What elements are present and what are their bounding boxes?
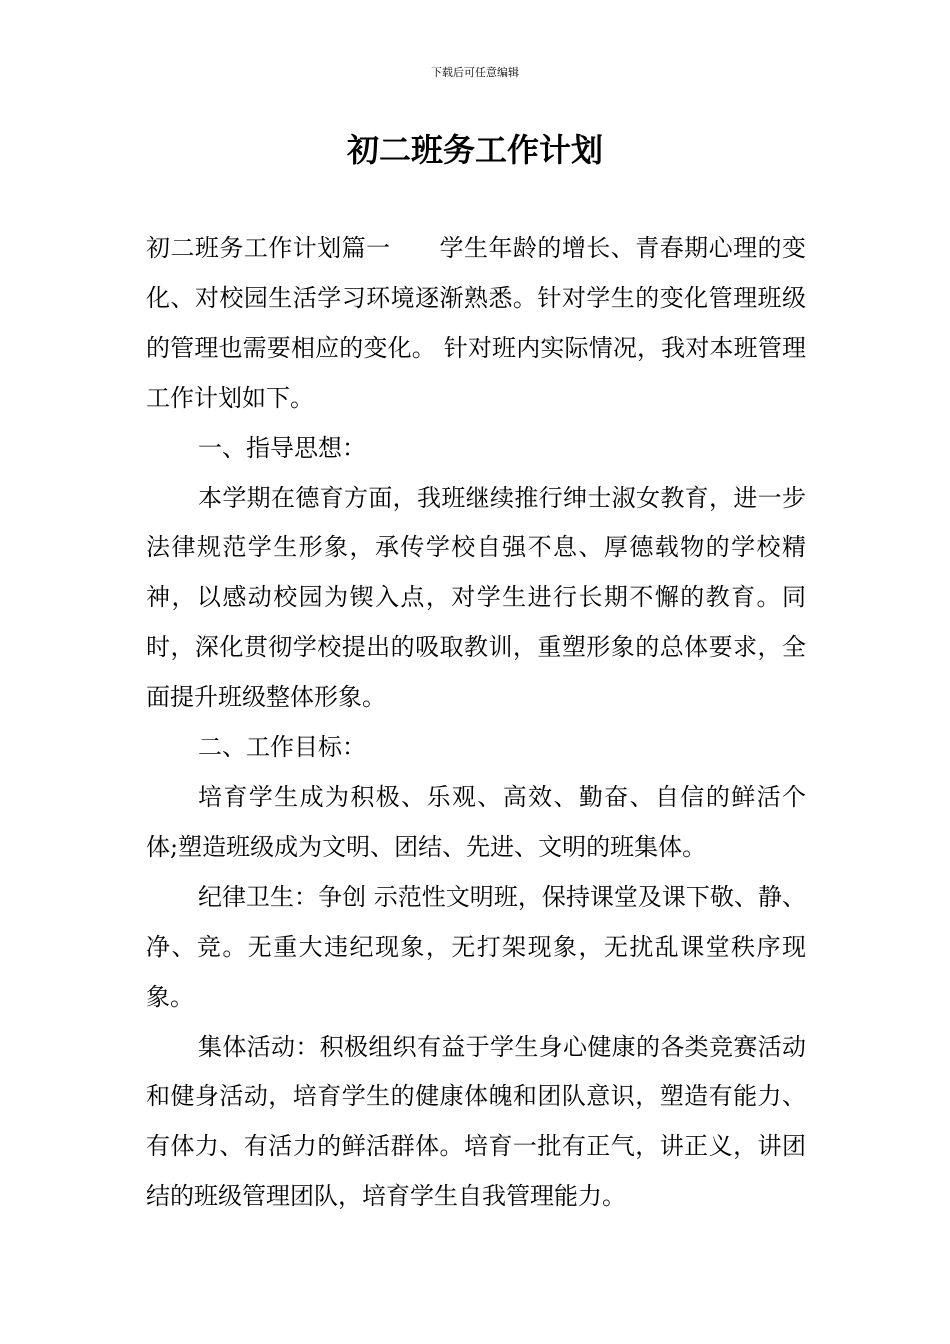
paragraph-goals: 培育学生成为积极、乐观、高效、勤奋、自信的鲜活个体;塑造班级成为文明、团结、先进、文明的班集体。: [146, 782, 806, 861]
document-body: [146, 224, 806, 1222]
section-heading-guiding-thought: 一、指导思想：: [198, 433, 366, 462]
paragraph-discipline-hygiene: 纪律卫生：争创 示范性文明班，保持课堂及课下敬、静、净、竞。无重大违纪现象，无打架现象，无扰乱课堂秩序现象。: [146, 882, 806, 1011]
section-heading-work-goals: 二、工作目标：: [198, 733, 366, 762]
paragraph-group-activities: 集体活动：积极组织有益于学生身心健康的各类竞赛活动和健身活动，培育学生的健康体魄和团队意识，塑造有能力、有体力、有活力的鲜活群体。培育一批有正气，讲正义，讲团结的班级管理团队，培育学生自我管理能力。: [146, 1032, 806, 1211]
intro-paragraph: 初二班务工作计划篇一 学生年龄的增长、青春期心理的变化、对校园生活学习环境逐渐熟悉。针对学生的变化管理班级的管理也需要相应的变化。 针对班内实际情况，我对本班管理工作计划如下。: [146, 234, 806, 412]
header-note: 下载后可任意编辑: [431, 66, 519, 79]
document-title: 初二班务工作计划: [346, 131, 603, 169]
paragraph-moral-education: 本学期在德育方面，我班继续推行绅士淑女教育，进一步法律规范学生形象，承传学校自强不息、厚德载物的学校精神，以感动校园为锲入点，对学生进行长期不懈的教育。同时，深化贯彻学校提出的吸取教训，重塑形象的总体要求，全面提升班级整体形象。: [146, 483, 806, 712]
